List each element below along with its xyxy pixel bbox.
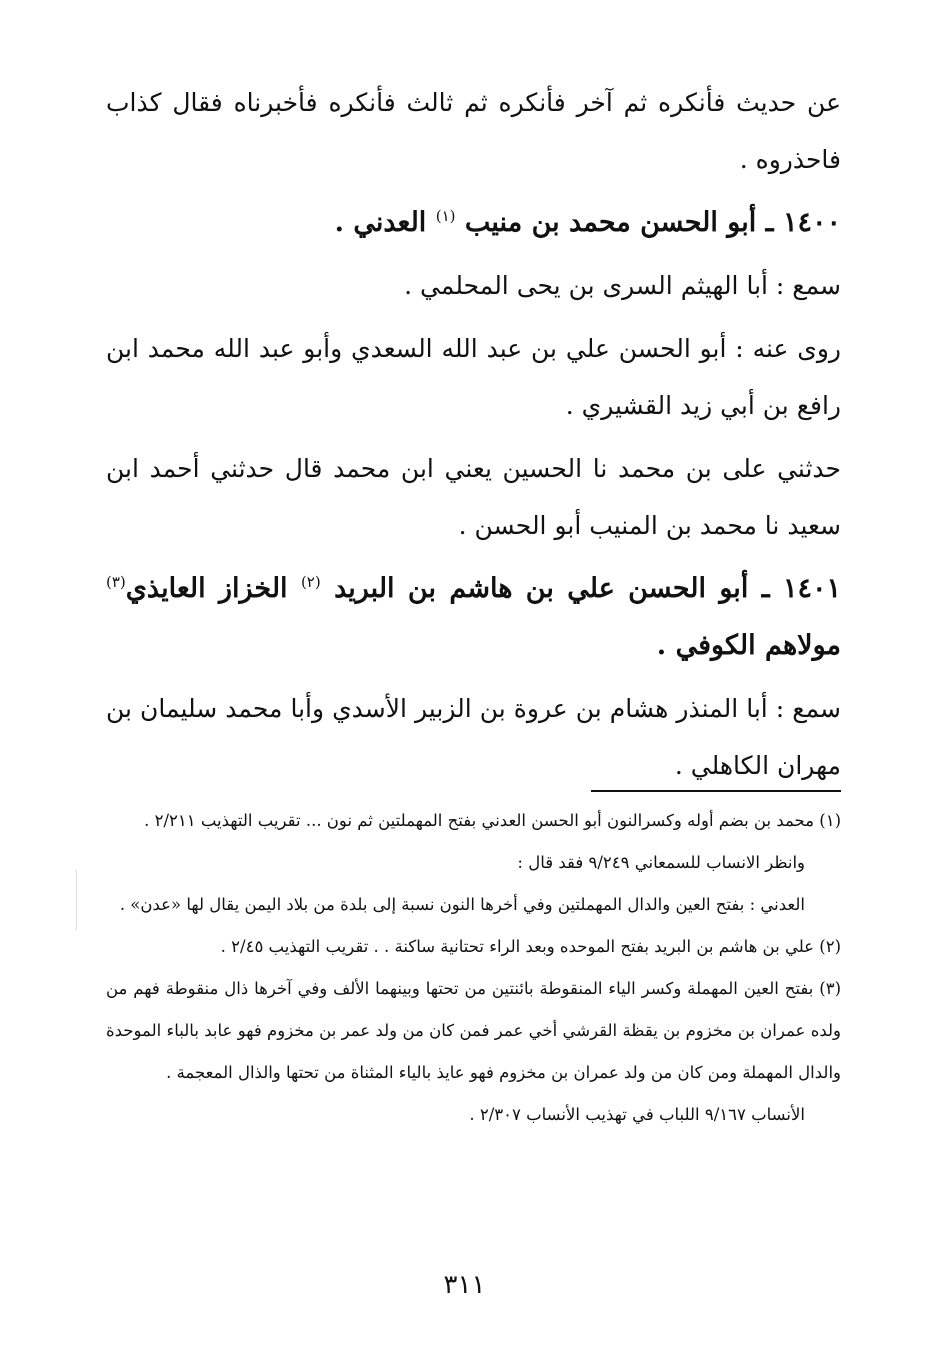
footnote-1: (١) محمد بن بضم أوله وكسرالنون أبو الحسن العدني بفتح المهملتين ثم نون ... تقريب التهذيب ٢/٢١١ . (144, 811, 841, 830)
entry-1400-title (106, 194, 841, 251)
footnotes (106, 800, 841, 1136)
footnote-ref-2: (٢) (300, 573, 321, 591)
scan-edge-mark (76, 870, 77, 930)
entry-1401-title-middle: الخزاز العايذي (125, 573, 301, 604)
entry-1401-title-start: ١٤٠١ ـ أبو الحسن علي بن هاشم بن البريد (320, 573, 841, 604)
footnote-ref-3: (٣) (106, 573, 126, 591)
paragraph-intro: عن حديث فأنكره ثم آخر فأنكره ثم ثالث فأنكره فأخبرناه فقال كذاب فاحذروه . (106, 88, 841, 174)
page-number: ٣١١ (443, 1270, 486, 1300)
footnote-3: (٣) بفتح العين المهملة وكسر الياء المنقوطة بائنتين من تحتها وبينهما الألف وفي آخرها ذال منقوطة فهم من ولده عمران بن مخزوم بن يقظة القرشي أخي عمر فمن كان من ولد عمر بن مخزوم فهو عابد بالباء الموحدة والدال المهملة ومن كان من ولد عمران بن مخزوم فهو عايذ بالياء المثناة من تحتها والذال المعجمة . (106, 979, 841, 1082)
footnote-divider (591, 790, 841, 792)
footnote-1-quote: العدني : بفتح العين والدال المهملتين وفي أخرها النون نسبة إلى بلدة من بلاد اليمن يقال لها «عدن» . (119, 895, 805, 914)
entry-1400-narrated-by: روى عنه : أبو الحسن علي بن عبد الله السعدي وأبو عبد الله محمد ابن رافع بن أبي زيد القشيري . (106, 334, 841, 420)
footnote-ref-1: (١) (435, 207, 456, 225)
entry-1400-title-end: العدني . (334, 207, 436, 238)
footnote-3-source: الأنساب ٩/١٦٧ اللباب في تهذيب الأنساب ٢/٣٠٧ . (469, 1105, 805, 1124)
main-text (106, 74, 841, 794)
entry-1400-title-start: ١٤٠٠ ـ أبو الحسن محمد بن منيب (455, 207, 841, 238)
entry-1401-title (106, 560, 841, 674)
footnote-1-source: وانظر الانساب للسمعاني ٩/٢٤٩ فقد قال : (517, 853, 805, 872)
entry-1400-isnad: حدثني على بن محمد نا الحسين يعني ابن محمد قال حدثني أحمد ابن سعيد نا محمد بن المنيب أبو الحسن . (106, 454, 841, 540)
entry-1401-heard-from: سمع : أبا المنذر هشام بن عروة بن الزبير الأسدي وأبا محمد سليمان بن مهران الكاهلي . (106, 694, 841, 780)
footnote-2: (٢) علي بن هاشم بن البريد بفتح الموحده وبعد الراء تحتانية ساكنة . . تقريب التهذيب ٢/٤٥ . (220, 937, 841, 956)
entry-1400-heard-from: سمع : أبا الهيثم السرى بن يحى المحلمي . (404, 271, 841, 300)
entry-1401-title-end: مولاهم الكوفي . (656, 630, 841, 661)
